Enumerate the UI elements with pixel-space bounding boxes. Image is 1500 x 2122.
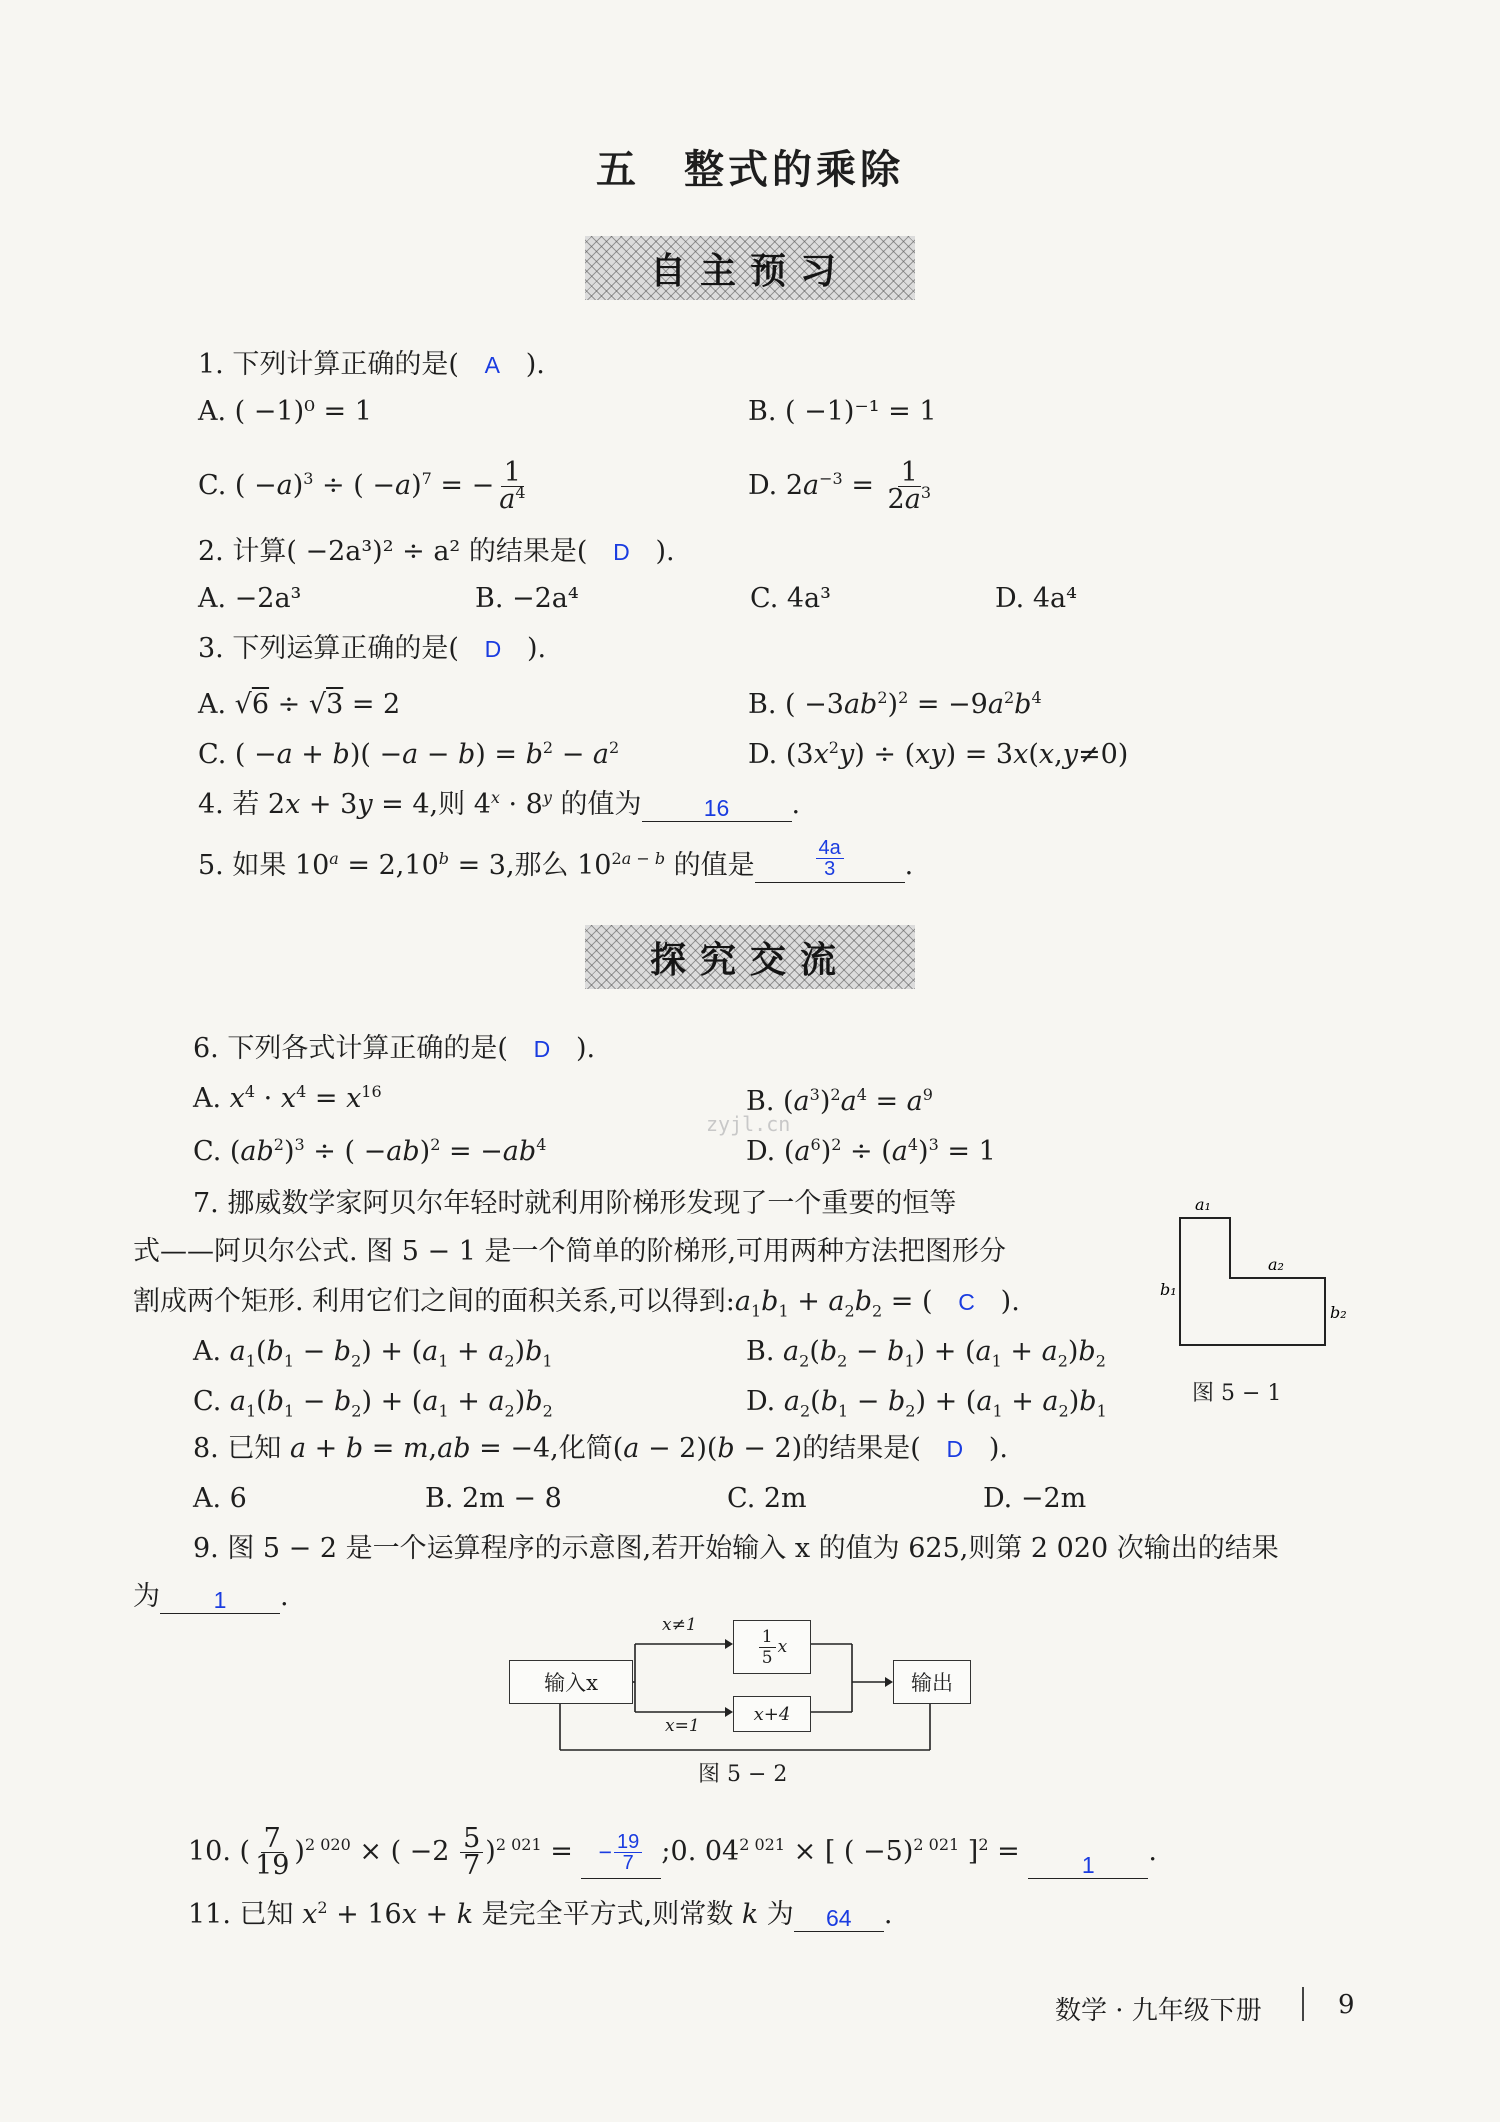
question-1: 1. 下列计算正确的是( A ). bbox=[198, 349, 545, 380]
figure-5-1-caption: 图 5 − 1 bbox=[1192, 1381, 1282, 1406]
flow-output-box: 输出 bbox=[893, 1660, 971, 1704]
question-11: 11. 已知 $x^2 + 16x + k$ 是完全平方式,则常数 k 为 64 . bbox=[188, 1898, 893, 1931]
answer-11: 64 bbox=[826, 1905, 852, 1931]
footer-divider bbox=[1302, 1987, 1304, 2021]
question-7-line3: 割成两个矩形. 利用它们之间的面积关系,可以得到$:a_1b_1 + a_2b_2$ = ( C ). bbox=[133, 1286, 1020, 1321]
answer-7: C bbox=[958, 1289, 975, 1315]
page-title: 五 整式的乘除 bbox=[596, 146, 904, 193]
option-3b: B. ( $-3ab^2)^2 = -9a^2b^4$ bbox=[748, 688, 1042, 720]
option-1c: C. ( −a)$^3$ ÷ ( −a)$^7$ = − $\frac{1}{a^4}$ bbox=[198, 457, 526, 515]
answer-6: D bbox=[533, 1036, 551, 1062]
question-8: 8. 已知 a + b = m,ab = −4,化简(a − 2)(b − 2)的结果是( D ). bbox=[193, 1433, 1008, 1464]
option-2b: B. −2a⁴ bbox=[475, 583, 579, 614]
option-8a: A. 6 bbox=[193, 1483, 247, 1514]
figure-5-1 bbox=[1150, 1190, 1350, 1360]
question-4: 4. 若 2x + 3y = 4,则 $4^x \cdot 8^y$ 的值为 16 . bbox=[198, 788, 801, 821]
option-6d: D. $(a^6)^2 \div (a^4)^3 = 1$ bbox=[746, 1135, 996, 1167]
option-6a: A. $x^4 \cdot x^4 = x^{16}$ bbox=[193, 1082, 382, 1114]
option-3a: A. √6 ÷ √3 = 2 bbox=[198, 689, 401, 720]
option-1b: B. ( −1)⁻¹ = 1 bbox=[748, 396, 937, 427]
option-8d: D. −2m bbox=[983, 1483, 1087, 1514]
answer-8: D bbox=[946, 1436, 964, 1462]
answer-4: 16 bbox=[703, 795, 730, 821]
section-banner-preview bbox=[585, 236, 915, 300]
option-6b: B. $(a^3)^2a^4 = a^9$ bbox=[746, 1085, 933, 1117]
answer-10b: 1 bbox=[1081, 1852, 1095, 1878]
label-b1: b₁ bbox=[1160, 1280, 1177, 1299]
watermark: zyjl.cn bbox=[706, 1112, 791, 1136]
question-6: 6. 下列各式计算正确的是( D ). bbox=[193, 1033, 596, 1064]
figure-5-2-caption: 图 5 − 2 bbox=[698, 1762, 788, 1787]
question-3: 3. 下列运算正确的是( D ). bbox=[198, 633, 547, 664]
question-9-line2: 为 1 . bbox=[133, 1581, 289, 1613]
option-2c: C. 4a³ bbox=[750, 583, 831, 614]
option-7c: C. $a_1(b_1 - b_2) + (a_1 + a_2)b_2$ bbox=[193, 1386, 553, 1421]
section-title: 自主预习 bbox=[649, 249, 850, 292]
option-1a: A. ( −1)⁰ = 1 bbox=[198, 396, 372, 427]
flow-cond-ne: x≠1 bbox=[662, 1615, 697, 1635]
answer-2: D bbox=[613, 539, 630, 565]
option-7d: D. $a_2(b_1 - b_2) + (a_1 + a_2)b_1$ bbox=[746, 1386, 1107, 1421]
section-banner-explore bbox=[585, 925, 915, 989]
option-2d: D. 4a⁴ bbox=[995, 583, 1077, 614]
answer-10a-den: 7 bbox=[622, 1852, 634, 1874]
answer-3: D bbox=[484, 636, 502, 662]
question-5: 5. 如果 $10^a = 2,10^b = 3$,那么 $10^{2a - b}$ 的值是 $\frac{4a}{3}$ . bbox=[198, 837, 914, 881]
answer-1: A bbox=[484, 352, 500, 378]
question-2: 2. 计算( −2a³)² ÷ a² 的结果是( D ). bbox=[198, 536, 675, 567]
footer-book: 数学 · 九年级下册 bbox=[1055, 1996, 1262, 2026]
option-7a: A. $a_1(b_1 - b_2) + (a_1 + a_2)b_1$ bbox=[193, 1336, 553, 1371]
question-7-line1: 7. 挪威数学家阿贝尔年轻时就利用阶梯形发现了一个重要的恒等 bbox=[193, 1188, 957, 1219]
label-b2: b₂ bbox=[1330, 1303, 1347, 1322]
page-number: 9 bbox=[1338, 1990, 1355, 2020]
option-8c: C. 2m bbox=[727, 1483, 807, 1514]
option-6c: C. $(ab^2)^3$ ÷ ( $-ab)^2 = -ab^4$ bbox=[193, 1135, 547, 1167]
question-10: 10. ( $\frac{7}{19}$ )$^{2 020}$ × ( −2 $\frac{5}{7}$ )$^{2 021}$ = − $\frac{19}{7}$ ;0. $04^{2 021}$ × [ ( −5)$^{2 021}$ ]$^2$ = 1 . bbox=[188, 1823, 1157, 1881]
flow-multiply-box: $\frac{1}{5}$ x bbox=[733, 1620, 811, 1674]
flow-input-box: 输入x bbox=[509, 1660, 633, 1704]
flow-add-box: x+4 bbox=[733, 1696, 811, 1732]
option-1d: D. $2a^{-3}$ = $\frac{1}{2a^3}$ bbox=[748, 457, 932, 515]
label-a2: a₂ bbox=[1268, 1255, 1284, 1274]
question-9-line1: 9. 图 5 − 2 是一个运算程序的示意图,若开始输入 x 的值为 625,则第 2 020 次输出的结果 bbox=[193, 1533, 1279, 1564]
option-7b: B. $a_2(b_2 - b_1) + (a_1 + a_2)b_2$ bbox=[746, 1336, 1106, 1371]
option-2a: A. −2a³ bbox=[198, 583, 302, 614]
option-8b: B. 2m − 8 bbox=[425, 1483, 562, 1514]
question-7-line2: 式——阿贝尔公式. 图 5 − 1 是一个简单的阶梯形,可用两种方法把图形分 bbox=[133, 1236, 1007, 1267]
section-title: 探究交流 bbox=[649, 938, 850, 981]
flow-cond-eq: x=1 bbox=[665, 1716, 700, 1736]
label-a1: a₁ bbox=[1195, 1195, 1211, 1214]
option-3d: D. $(3x^2y) \div (xy) = 3x(x,y\ne 0)$ bbox=[748, 738, 1129, 770]
answer-9: 1 bbox=[213, 1587, 227, 1613]
answer-10a-num: 19 bbox=[614, 1832, 642, 1853]
option-3c: C. ( $-a + b)( -a - b) = b^2 - a^2$ bbox=[198, 738, 620, 770]
